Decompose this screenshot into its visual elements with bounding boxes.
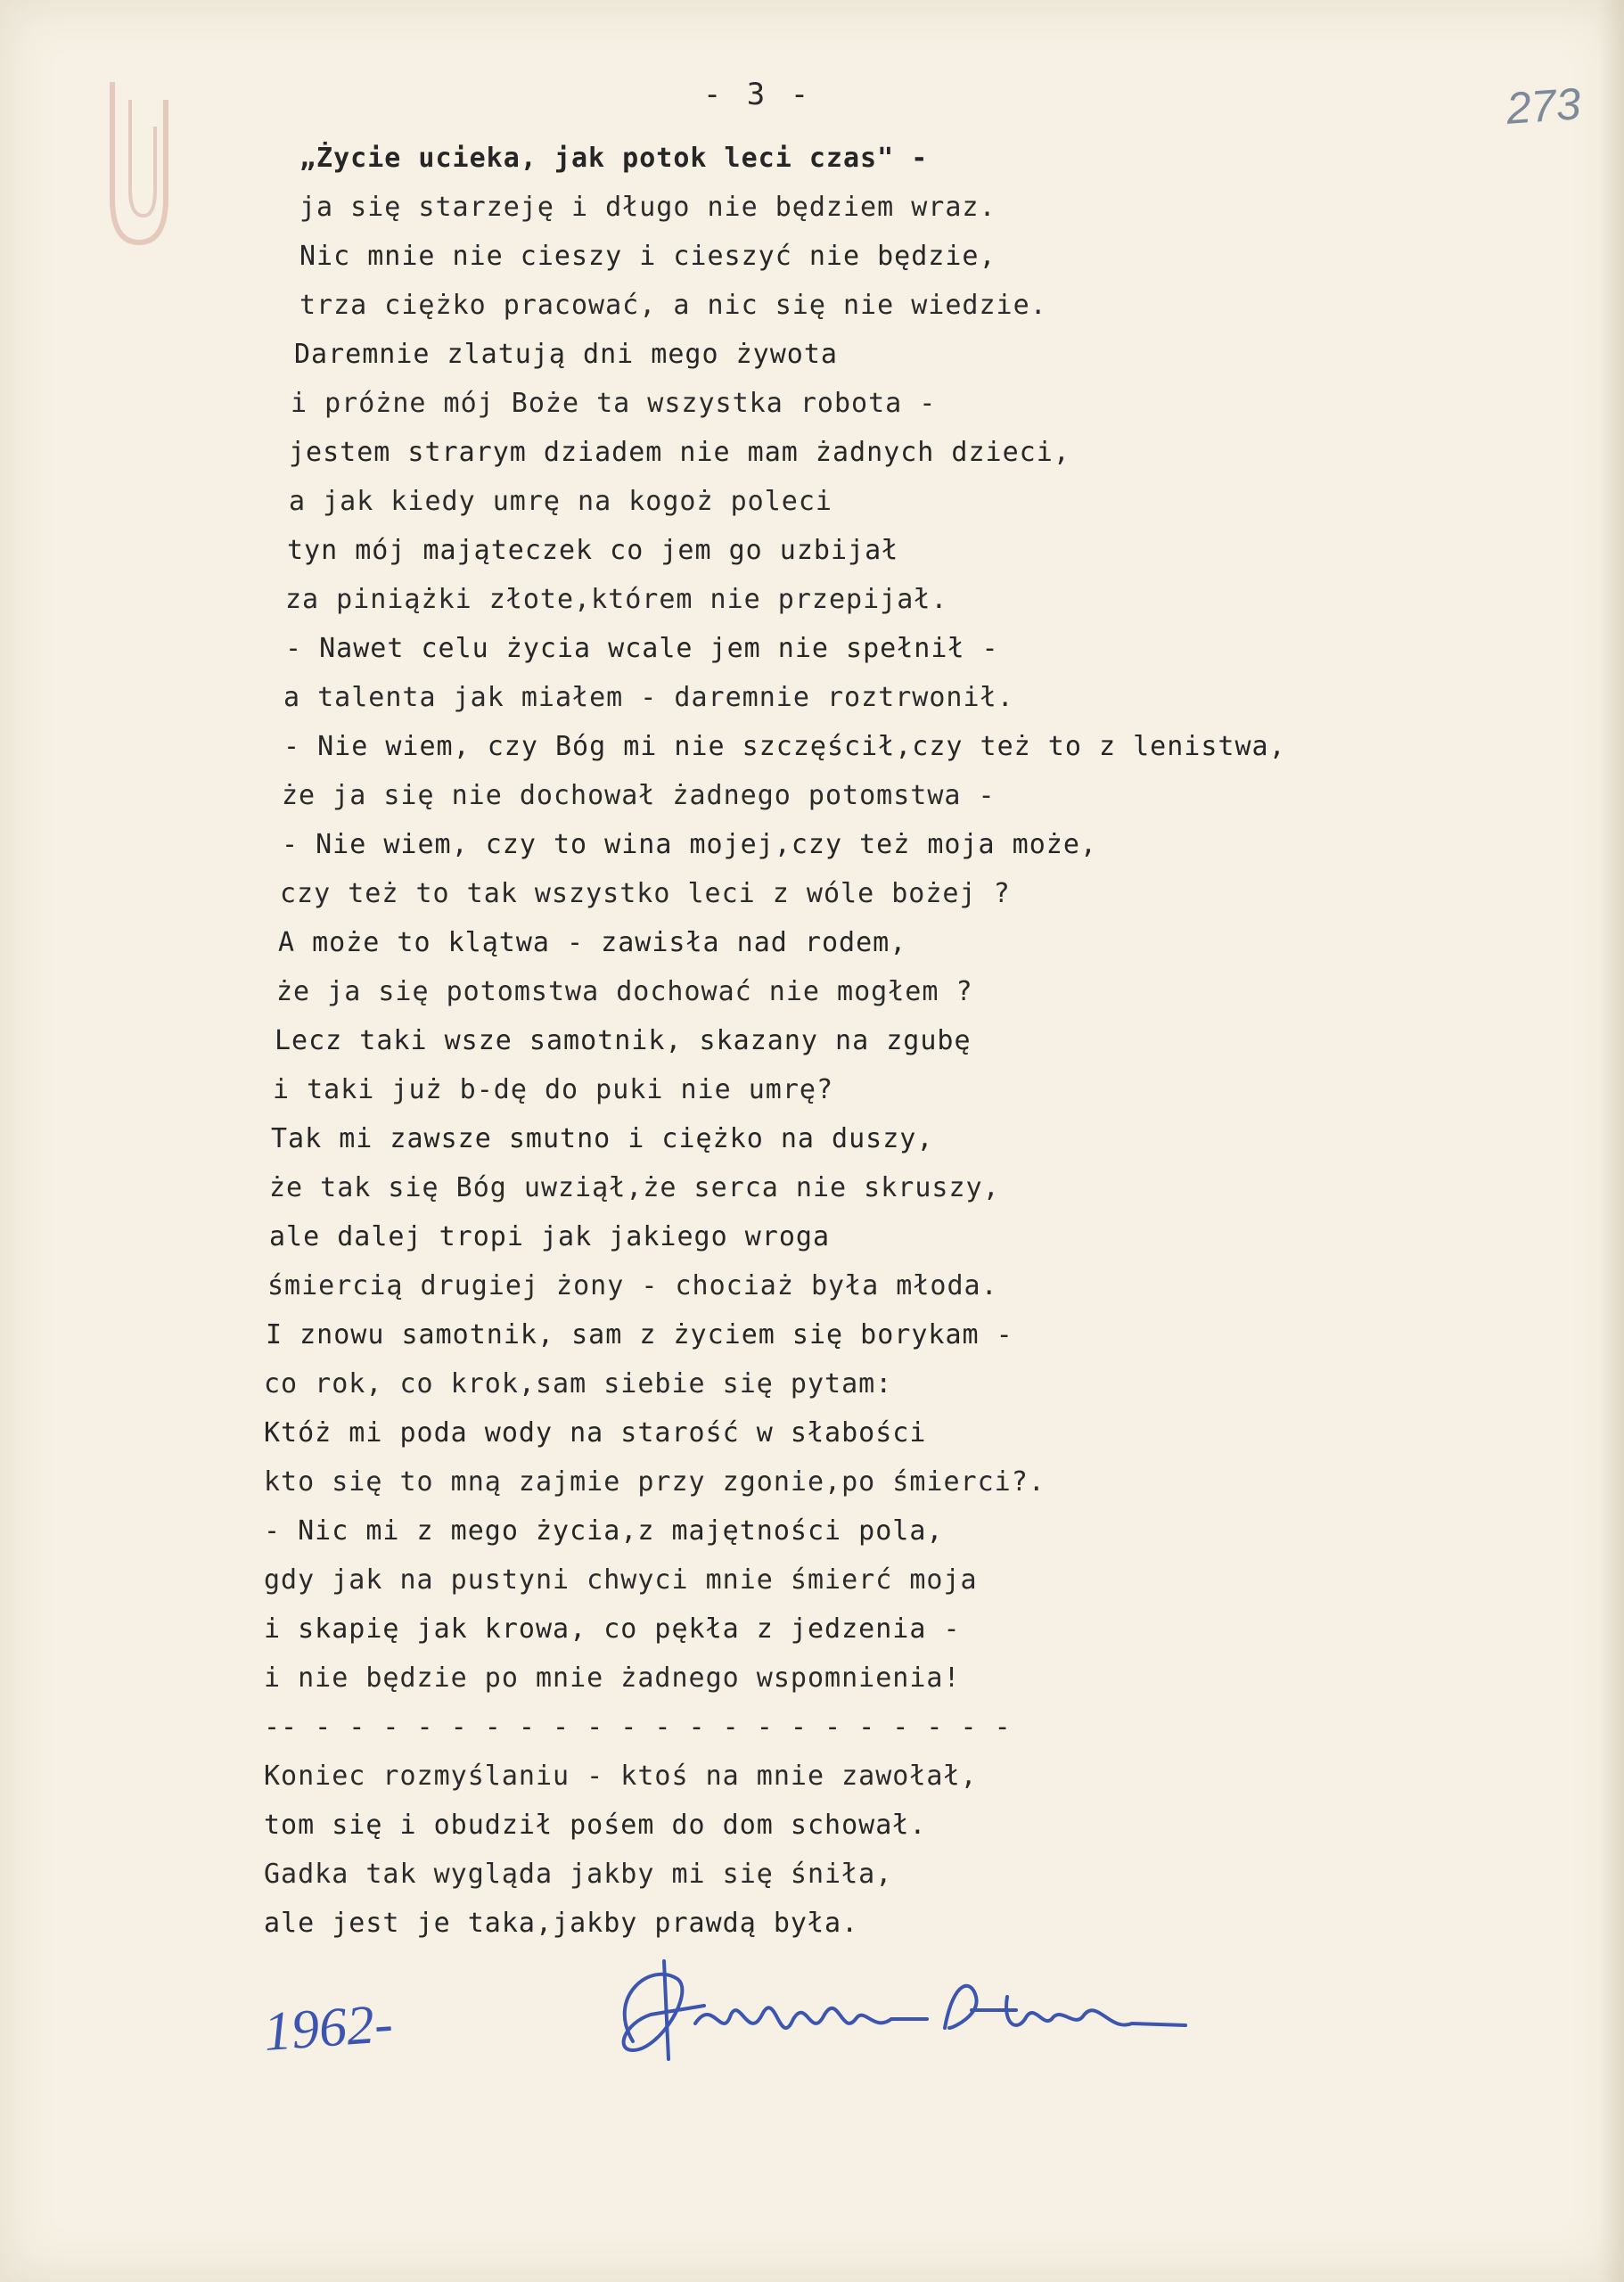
poem-line: że ja się nie dochował żadnego potomstwa -	[282, 780, 996, 811]
poem-line: jestem strarym dziadem nie mam żadnych dzieci,	[289, 437, 1070, 468]
poem-line: i taki już b-dę do puki nie umrę?	[273, 1074, 834, 1105]
poem-line: że tak się Bóg uwziął,że serca nie skruszy,	[269, 1172, 1000, 1203]
poem-line: „Życie ucieka, jak potok leci czas" -	[299, 143, 929, 174]
archive-number: 273	[1505, 78, 1583, 134]
handwritten-date: 1962-	[261, 1993, 395, 2063]
poem-line: tom się i obudził pośem do dom schował.	[264, 1810, 927, 1841]
poem-line: że ja się potomstwa dochować nie mogłem ?	[276, 976, 973, 1007]
poem-line: trza ciężko pracować, a nic się nie wiedzie.	[299, 290, 1047, 321]
poem-line: Tak mi zawsze smutno i ciężko na duszy,	[271, 1123, 934, 1154]
poem-line: za piniążki złote,którem nie przepijał.	[285, 584, 948, 615]
poem-line: ja się starzeję i długo nie będziem wraz.	[299, 192, 997, 223]
poem-line: Lecz taki wsze samotnik, skazany na zgubę	[275, 1025, 972, 1056]
poem-line: i skapię jak krowa, co pękła z jedzenia -	[264, 1613, 961, 1645]
poem-line: tyn mój mająteczek co jem go uzbijał	[287, 535, 899, 566]
poem-line: Któż mi poda wody na starość w słabości	[264, 1417, 927, 1449]
poem-line: czy też to tak wszystko leci z wóle bożej ?	[280, 878, 1011, 909]
poem-line: ale jest je taka,jakby prawdą była.	[264, 1908, 859, 1939]
poem-line: - Nawet celu życia wcale jem nie spełnił -	[285, 633, 999, 664]
poem-line: - Nic mi z mego życia,z majętności pola,	[264, 1515, 944, 1547]
poem-line: I znowu samotnik, sam z życiem się borykam -	[266, 1319, 1013, 1350]
poem-line: a jak kiedy umrę na kogoż poleci	[289, 486, 833, 517]
poem-line: kto się to mną zajmie przy zgonie,po śmierci?.	[264, 1466, 1046, 1498]
poem-line: Nic mnie nie cieszy i cieszyć nie będzie,	[299, 241, 997, 272]
page-number: - 3 -	[702, 77, 813, 112]
poem-line: i próżne mój Boże ta wszystka robota -	[291, 388, 937, 419]
handwritten-signature	[597, 1943, 1203, 2077]
poem-line: - Nie wiem, czy to wina mojej,czy też moja może,	[282, 829, 1097, 860]
poem-line: i nie będzie po mnie żadnego wspomnienia!	[264, 1662, 961, 1694]
poem-line: Gadka tak wygląda jakby mi się śniła,	[264, 1859, 893, 1890]
poem-line: Daremnie zlatują dni mego żywota	[294, 339, 838, 370]
separator-line: -- - - - - - - - - - - - - - - - - - - - - -	[264, 1712, 1012, 1743]
poem-text	[264, 134, 1512, 1948]
page-edge-shadow	[1599, 0, 1624, 2282]
poem-line: - Nie wiem, czy Bóg mi nie szczęścił,czy też to z lenistwa,	[283, 731, 1286, 762]
poem-line: Koniec rozmyślaniu - ktoś na mnie zawołał,	[264, 1761, 978, 1792]
poem-line: co rok, co krok,sam siebie się pytam:	[264, 1368, 893, 1400]
poem-line: a talenta jak miałem - daremnie roztrwonił.	[283, 682, 1014, 713]
poem-line: ale dalej tropi jak jakiego wroga	[269, 1221, 831, 1252]
poem-line: śmiercią drugiej żony - chociaż była młoda.	[267, 1270, 998, 1301]
poem-line: A może to klątwa - zawisła nad rodem,	[278, 927, 907, 958]
paperclip-mark	[86, 64, 193, 260]
poem-line: gdy jak na pustyni chwyci mnie śmierć moja	[264, 1564, 978, 1596]
